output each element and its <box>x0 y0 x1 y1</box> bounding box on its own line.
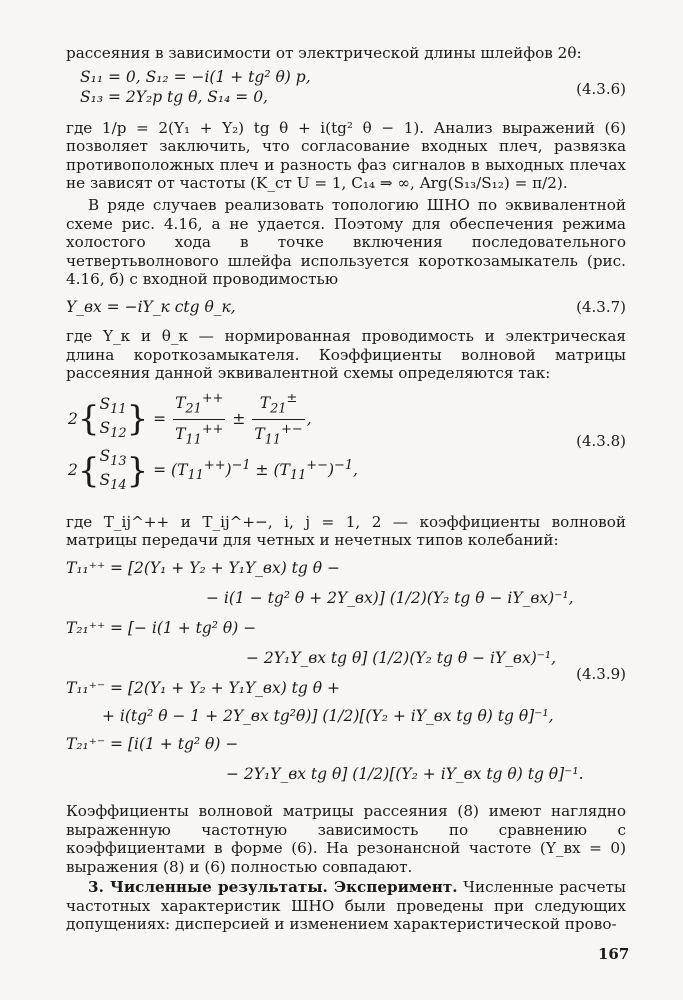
paragraph-4: где T_ij^++ и T_ij^+−, i, j = 1, 2 — коэффициенты волновой матрицы передачи для четных и нечетных типов колебаний: <box>66 512 626 550</box>
paragraph-3: где Y_к и θ_к — нормированная проводимость и электрическая длина короткозамыкателя. Коэффициенты волновой матрицы рассеяния данной эквивалентной схемы определяются так: <box>66 326 626 383</box>
section-heading: 3. Численные результаты. Эксперимент. <box>88 878 458 897</box>
paragraph-2: В ряде случаев реализовать топологию ШНО по эквивалентной схеме рис. 4.16, а не удается. Поэтому для обеспечения режима холостого хода в точке включения последовательного четвертьволнового шлейфа используется короткозамыкатель (рис. 4.16, б) с входной проводимостью <box>66 195 626 289</box>
text-column <box>66 44 626 934</box>
eq-number-4-3-6: (4.3.6) <box>576 79 626 98</box>
equation-4-3-6 <box>66 67 626 113</box>
equation-4-3-9 <box>66 558 626 794</box>
eq-4-3-9-line-2: − i(1 − tg² θ + 2Y_вх)] (1/2)(Y₂ tg θ − iY_вх)⁻¹, <box>206 588 574 607</box>
eq-number-4-3-8: (4.3.8) <box>576 431 626 450</box>
eq-4-3-6-line-2: S₁₃ = 2Y₂p tg θ, S₁₄ = 0, <box>80 87 268 106</box>
eq-4-3-8-line-2: $2\{S_{13}$ $S_{14}\} = (T_{11}^{++})^{-1} \pm (T_{11}^{+-})^{-1}$, <box>68 446 358 493</box>
paragraph-1: где 1/p = 2(Y₁ + Y₂) tg θ + i(tg² θ − 1). Анализ выражений (6) позволяет заключить, что согласование входных плеч, развязка противоположных плеч и разность фаз сигналов в выходных плечах не зависят от частоты (K_ст U = 1, C₁₄ ⇒ ∞, Arg(S₁₃/S₁₂) = π/2). <box>66 118 626 193</box>
eq-4-3-8-line-1: $2\{S_{11}$ $S_{12}$} = $\frac{T_{21}^{++}}{T_{11}^{++}}$ ± $\frac{T_{21}^\pm}{T_{11}^{+-}}$ , <box>68 390 312 448</box>
eq-4-3-9-line-3: T₂₁⁺⁺ = [− i(1 + tg² θ) − <box>66 618 257 637</box>
eq-4-3-9-line-5: T₁₁⁺⁻ = [2(Y₁ + Y₂ + Y₁Y_вх) tg θ + <box>66 678 340 697</box>
eq-4-3-9-line-6: + i(tg² θ − 1 + 2Y_вх tg²θ)] (1/2)[(Y₂ + iY_вх tg θ) tg θ]⁻¹, <box>102 706 554 725</box>
eq-4-3-7-body: Y_вх = −iY_к ctg θ_к, <box>66 297 236 316</box>
paragraph-6-text: Численные расчеты частотных характеристик ШНО были проведены при следующих допущениях: дисперсией и изменением характеристической прово- <box>66 878 627 934</box>
paragraph-6 <box>66 878 626 934</box>
eq-4-3-6-line-1: S₁₁ = 0, S₁₂ = −i(1 + tg² θ) p, <box>80 67 311 86</box>
eq-4-3-9-line-1: T₁₁⁺⁺ = [2(Y₁ + Y₂ + Y₁Y_вх) tg θ − <box>66 558 340 577</box>
eq-4-3-9-line-4: − 2Y₁Y_вх tg θ] (1/2)(Y₂ tg θ − iY_вх)⁻¹, <box>246 648 557 667</box>
eq-4-3-9-line-8: − 2Y₁Y_вх tg θ] (1/2)[(Y₂ + iY_вх tg θ) tg θ]⁻¹. <box>226 764 584 783</box>
intro-line: рассеяния в зависимости от электрической длины шлейфов 2θ: <box>66 44 582 62</box>
equation-4-3-8 <box>66 389 626 507</box>
eq-number-4-3-9: (4.3.9) <box>576 664 626 683</box>
eq-4-3-9-line-7: T₂₁⁺⁻ = [i(1 + tg² θ) − <box>66 734 239 753</box>
equation-4-3-7 <box>66 297 626 321</box>
eq-number-4-3-7: (4.3.7) <box>576 297 626 316</box>
paragraph-5: Коэффициенты волновой матрицы рассеяния (8) имеют наглядно выраженную частотную зависимость по сравнению с коэффициентами в форме (6). На резонансной частоте (Y_вх = 0) выражения (8) и (6) полностью совпадают. <box>66 801 626 876</box>
page-number: 167 <box>598 945 630 963</box>
